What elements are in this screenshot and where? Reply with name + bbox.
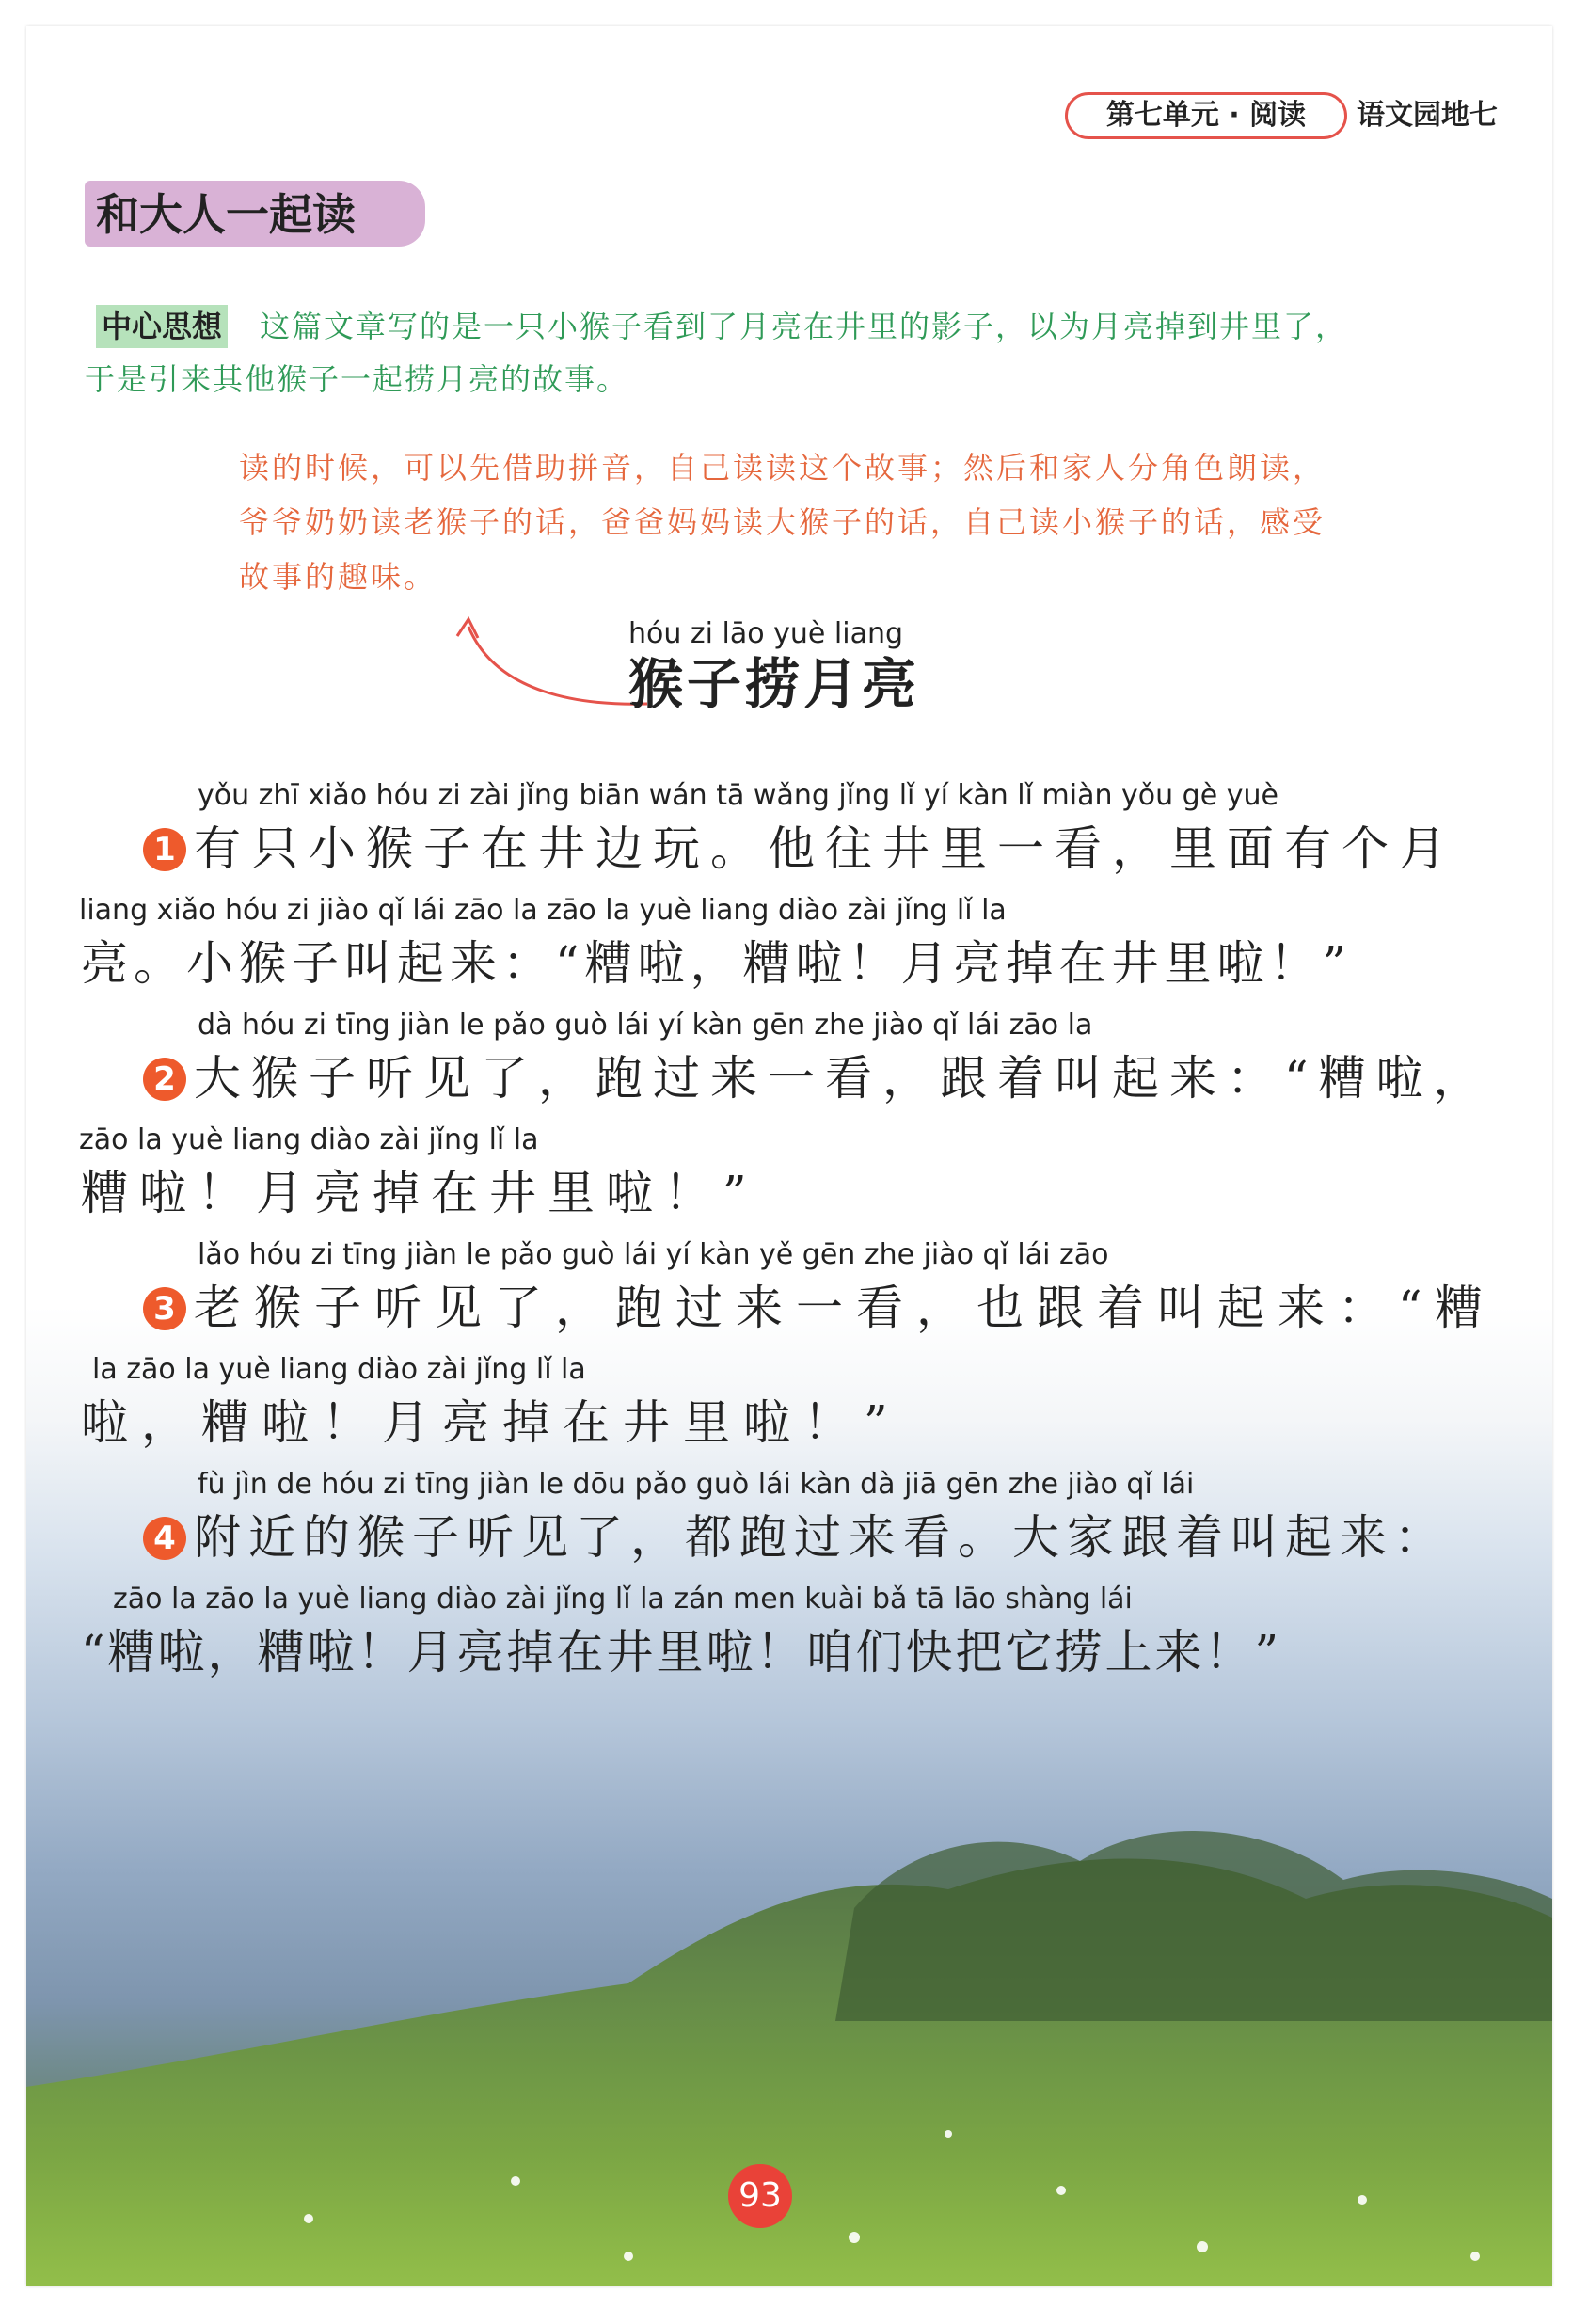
paragraph-number-4: 4 xyxy=(143,1517,186,1560)
pinyin-row: zāo la zāo la yuè liang diào zài jǐng lǐ la zán men kuài bǎ tā lāo shàng lái xyxy=(113,1583,1133,1616)
text-row: 附近的猴子听见了，都跑过来看。大家跟着叫起来： xyxy=(194,1510,1449,1565)
pinyin-row: la zāo la yuè liang diào zài jǐng lǐ la xyxy=(92,1353,586,1386)
text-row: 老猴子听见了，跑过来一看，也跟着叫起来：“糟 xyxy=(194,1281,1496,1335)
story-title: 猴子捞月亮 xyxy=(628,652,921,716)
title-pinyin: hóu zi lāo yuè liang xyxy=(628,617,904,650)
central-idea-line-2: 于是引来其他猴子一起捞月亮的故事。 xyxy=(85,361,629,397)
section-tag: 和大人一起读 xyxy=(96,189,356,240)
pinyin-row: yǒu zhī xiǎo hóu zi zài jǐng biān wán tā wǎng jǐng lǐ yí kàn lǐ miàn yǒu gè yuè xyxy=(198,779,1278,812)
pinyin-row: zāo la yuè liang diào zài jǐng lǐ la xyxy=(79,1123,539,1156)
pinyin-row: liang xiǎo hóu zi jiào qǐ lái zāo la zāo la yuè liang diào zài jǐng lǐ la xyxy=(79,894,1007,927)
text-row: 有只小猴子在井边玩。他往井里一看，里面有个月 xyxy=(194,821,1456,876)
reading-tip-line-1: 读的时候，可以先借助拼音，自己读读这个故事；然后和家人分角色朗读， xyxy=(239,450,1326,485)
corner-title: 语文园地七 xyxy=(1357,99,1498,132)
central-idea-label: 中心思想 xyxy=(96,305,228,348)
paragraph-number-1: 1 xyxy=(143,828,186,871)
textbook-page xyxy=(26,26,1552,2286)
curved-arrow-icon xyxy=(440,600,657,732)
paragraph-number-3: 3 xyxy=(143,1287,186,1330)
text-row: 糟啦！月亮掉在井里啦！” xyxy=(81,1166,758,1220)
unit-badge: 第七单元 · 阅读 xyxy=(1065,92,1347,139)
pinyin-row: lǎo hóu zi tīng jiàn le pǎo guò lái yí kàn yě gēn zhe jiào qǐ lái zāo xyxy=(198,1238,1109,1271)
page-number: 93 xyxy=(728,2164,792,2228)
reading-tip-line-2: 爷爷奶奶读老猴子的话，爸爸妈妈读大猴子的话，自己读小猴子的话，感受 xyxy=(239,504,1326,540)
text-row: 啦，糟啦！月亮掉在井里啦！” xyxy=(81,1395,901,1450)
pinyin-row: dà hóu zi tīng jiàn le pǎo guò lái yí kàn gēn zhe jiào qǐ lái zāo la xyxy=(198,1009,1093,1042)
text-row: 亮。小猴子叫起来：“糟啦，糟啦！月亮掉在井里啦！” xyxy=(81,936,1353,991)
text-row: “糟啦，糟啦！月亮掉在井里啦！咱们快把它捞上来！” xyxy=(81,1625,1282,1679)
central-idea-line-1: 这篇文章写的是一只小猴子看到了月亮在井里的影子，以为月亮掉到井里了， xyxy=(260,309,1348,344)
text-row: 大猴子听见了，跑过来一看，跟着叫起来：“糟啦， xyxy=(194,1051,1491,1106)
reading-tip-line-3: 故事的趣味。 xyxy=(239,559,437,595)
paragraph-number-2: 2 xyxy=(143,1058,186,1101)
pinyin-row: fù jìn de hóu zi tīng jiàn le dōu pǎo guò lái kàn dà jiā gēn zhe jiào qǐ lái xyxy=(198,1468,1195,1501)
